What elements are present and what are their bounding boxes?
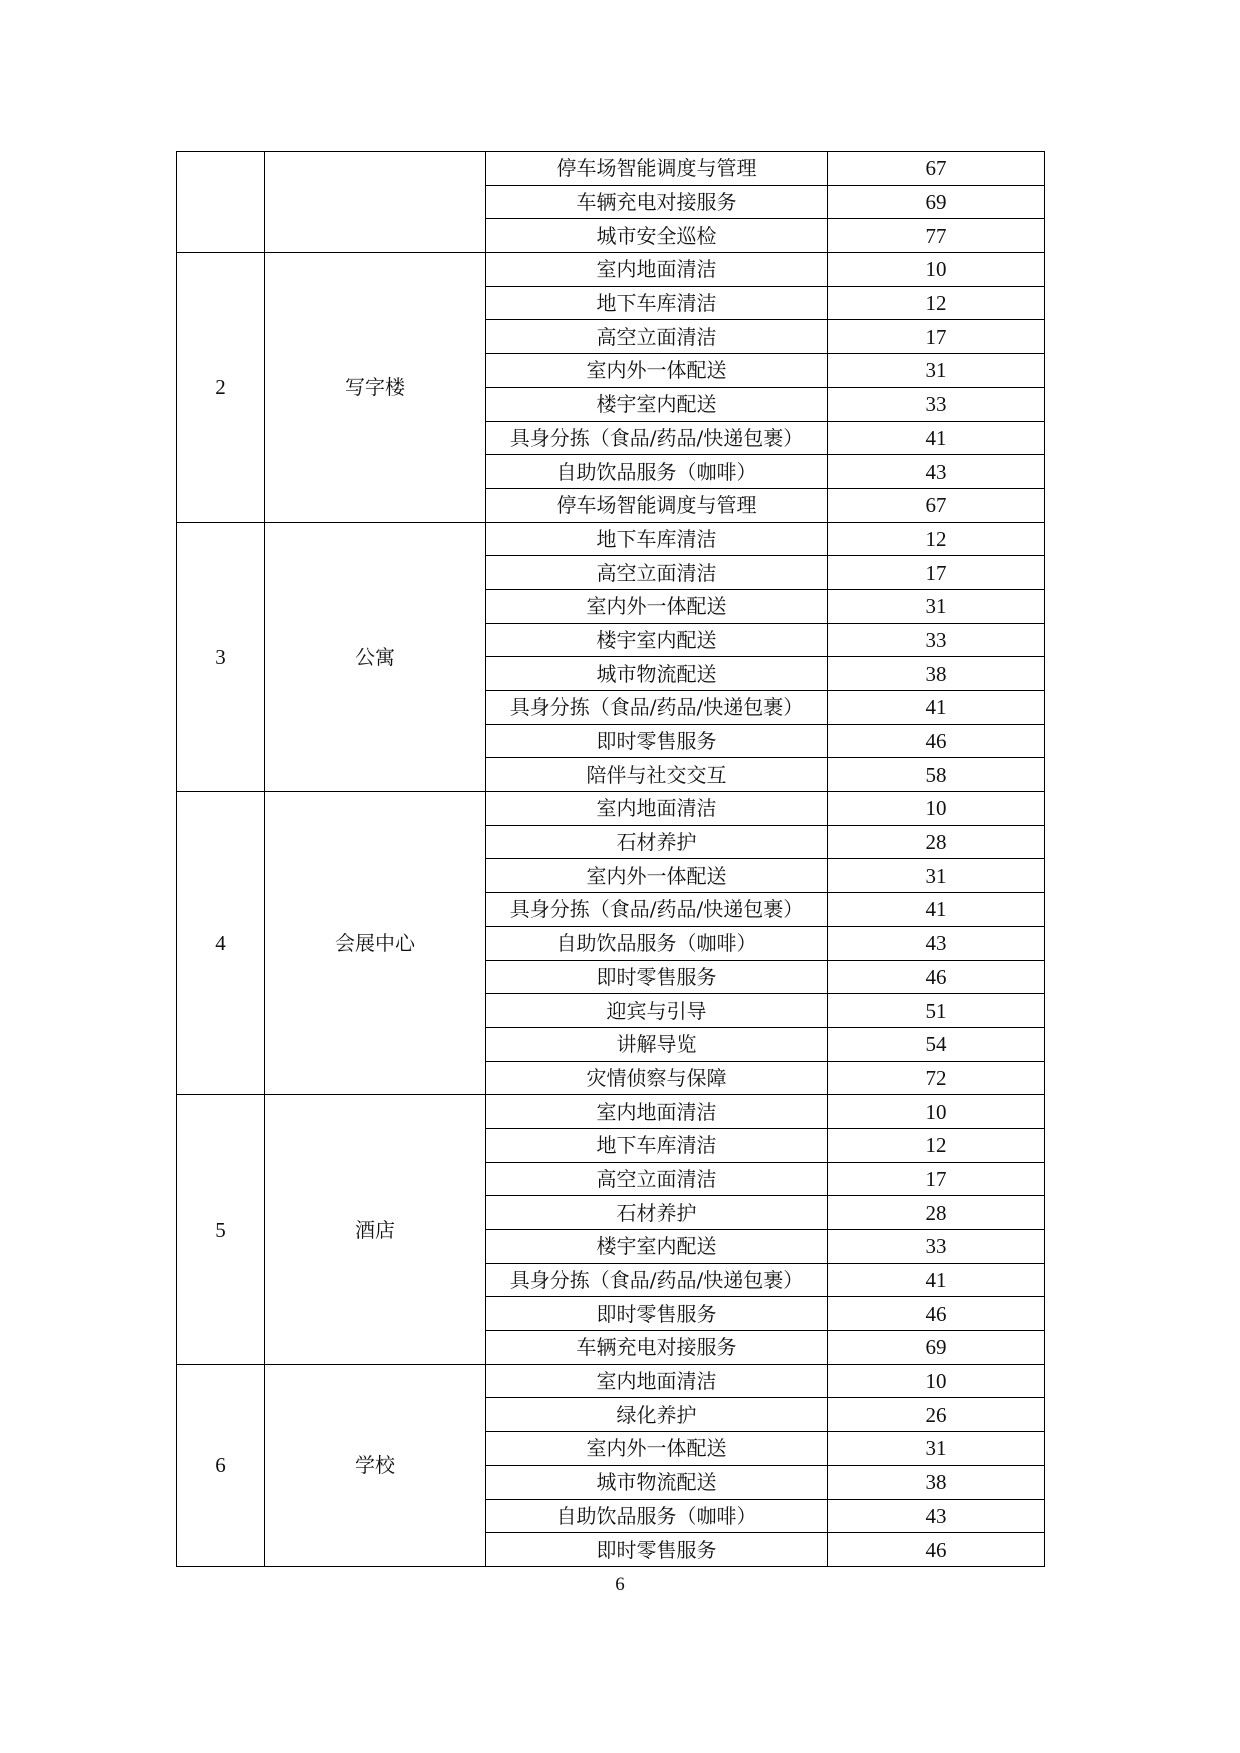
group-index-cell: 2 (177, 253, 265, 523)
scenario-code-cell: 67 (828, 152, 1045, 186)
scenario-cell: 室内地面清洁 (486, 253, 828, 287)
scenario-cell: 楼宇室内配送 (486, 1230, 828, 1264)
group-index-cell (177, 152, 265, 253)
scenario-code-cell: 17 (828, 556, 1045, 590)
scenario-cell: 高空立面清洁 (486, 320, 828, 354)
scenario-code-cell: 12 (828, 522, 1045, 556)
scenario-code-cell: 46 (828, 1533, 1045, 1567)
scenario-table-body (177, 152, 1045, 1567)
scenario-code-cell: 17 (828, 1162, 1045, 1196)
scenario-cell: 即时零售服务 (486, 1297, 828, 1331)
group-index-cell: 3 (177, 522, 265, 792)
group-index-cell: 4 (177, 792, 265, 1095)
venue-cell (265, 152, 486, 253)
scenario-code-cell: 26 (828, 1398, 1045, 1432)
scenario-cell: 即时零售服务 (486, 960, 828, 994)
scenario-cell: 具身分拣（食品/药品/快递包裹） (486, 1263, 828, 1297)
scenario-cell: 室内外一体配送 (486, 354, 828, 388)
scenario-cell: 陪伴与社交交互 (486, 758, 828, 792)
scenario-cell: 灾情侦察与保障 (486, 1061, 828, 1095)
scenario-code-cell: 69 (828, 1331, 1045, 1365)
scenario-cell: 城市安全巡检 (486, 219, 828, 253)
scenario-cell: 高空立面清洁 (486, 1162, 828, 1196)
table-row (177, 152, 1045, 186)
scenario-code-cell: 51 (828, 994, 1045, 1028)
scenario-code-cell: 28 (828, 825, 1045, 859)
scenario-cell: 即时零售服务 (486, 724, 828, 758)
table-row (177, 1364, 1045, 1398)
scenario-code-cell: 46 (828, 1297, 1045, 1331)
scenario-cell: 迎宾与引导 (486, 994, 828, 1028)
scenario-code-cell: 10 (828, 1095, 1045, 1129)
scenario-cell: 楼宇室内配送 (486, 387, 828, 421)
scenario-cell: 具身分拣（食品/药品/快递包裹） (486, 691, 828, 725)
scenario-code-cell: 43 (828, 926, 1045, 960)
scenario-cell: 地下车库清洁 (486, 286, 828, 320)
scenario-code-cell: 46 (828, 724, 1045, 758)
scenario-code-cell: 77 (828, 219, 1045, 253)
scenario-cell: 自助饮品服务（咖啡） (486, 926, 828, 960)
scenario-table (176, 151, 1045, 1567)
scenario-cell: 室内外一体配送 (486, 589, 828, 623)
scenario-cell: 具身分拣（食品/药品/快递包裹） (486, 893, 828, 927)
scenario-cell: 室内外一体配送 (486, 859, 828, 893)
scenario-cell: 石材养护 (486, 825, 828, 859)
scenario-code-cell: 38 (828, 1465, 1045, 1499)
scenario-code-cell: 12 (828, 1128, 1045, 1162)
table-row (177, 792, 1045, 826)
scenario-cell: 自助饮品服务（咖啡） (486, 455, 828, 489)
scenario-cell: 停车场智能调度与管理 (486, 152, 828, 186)
scenario-cell: 室内外一体配送 (486, 1432, 828, 1466)
scenario-code-cell: 43 (828, 455, 1045, 489)
scenario-cell: 室内地面清洁 (486, 1095, 828, 1129)
group-index-cell: 5 (177, 1095, 265, 1365)
scenario-code-cell: 10 (828, 1364, 1045, 1398)
scenario-code-cell: 33 (828, 623, 1045, 657)
scenario-cell: 石材养护 (486, 1196, 828, 1230)
scenario-code-cell: 17 (828, 320, 1045, 354)
scenario-cell: 地下车库清洁 (486, 522, 828, 556)
scenario-cell: 城市物流配送 (486, 1465, 828, 1499)
page-number: 6 (615, 1574, 625, 1595)
scenario-code-cell: 28 (828, 1196, 1045, 1230)
venue-cell: 写字楼 (265, 253, 486, 523)
scenario-code-cell: 67 (828, 488, 1045, 522)
venue-cell: 酒店 (265, 1095, 486, 1365)
scenario-code-cell: 72 (828, 1061, 1045, 1095)
scenario-cell: 即时零售服务 (486, 1533, 828, 1567)
scenario-cell: 车辆充电对接服务 (486, 185, 828, 219)
scenario-cell: 城市物流配送 (486, 657, 828, 691)
scenario-code-cell: 10 (828, 253, 1045, 287)
scenario-code-cell: 10 (828, 792, 1045, 826)
scenario-cell: 室内地面清洁 (486, 792, 828, 826)
venue-cell: 会展中心 (265, 792, 486, 1095)
scenario-cell: 车辆充电对接服务 (486, 1331, 828, 1365)
scenario-cell: 地下车库清洁 (486, 1128, 828, 1162)
venue-cell: 学校 (265, 1364, 486, 1566)
scenario-code-cell: 31 (828, 859, 1045, 893)
scenario-cell: 绿化养护 (486, 1398, 828, 1432)
scenario-code-cell: 31 (828, 589, 1045, 623)
scenario-code-cell: 31 (828, 1432, 1045, 1466)
scenario-code-cell: 41 (828, 421, 1045, 455)
scenario-cell: 室内地面清洁 (486, 1364, 828, 1398)
scenario-cell: 讲解导览 (486, 1027, 828, 1061)
scenario-code-cell: 33 (828, 387, 1045, 421)
scenario-cell: 自助饮品服务（咖啡） (486, 1499, 828, 1533)
scenario-code-cell: 41 (828, 893, 1045, 927)
scenario-code-cell: 46 (828, 960, 1045, 994)
table-row (177, 1095, 1045, 1129)
scenario-code-cell: 58 (828, 758, 1045, 792)
table-row (177, 253, 1045, 287)
scenario-code-cell: 69 (828, 185, 1045, 219)
scenario-cell: 高空立面清洁 (486, 556, 828, 590)
scenario-cell: 具身分拣（食品/药品/快递包裹） (486, 421, 828, 455)
scenario-code-cell: 43 (828, 1499, 1045, 1533)
scenario-code-cell: 41 (828, 1263, 1045, 1297)
scenario-code-cell: 12 (828, 286, 1045, 320)
scenario-cell: 楼宇室内配送 (486, 623, 828, 657)
scenario-code-cell: 54 (828, 1027, 1045, 1061)
scenario-code-cell: 41 (828, 691, 1045, 725)
scenario-code-cell: 33 (828, 1230, 1045, 1264)
scenario-cell: 停车场智能调度与管理 (486, 488, 828, 522)
group-index-cell: 6 (177, 1364, 265, 1566)
scenario-code-cell: 38 (828, 657, 1045, 691)
venue-cell: 公寓 (265, 522, 486, 792)
scenario-code-cell: 31 (828, 354, 1045, 388)
table-row (177, 522, 1045, 556)
